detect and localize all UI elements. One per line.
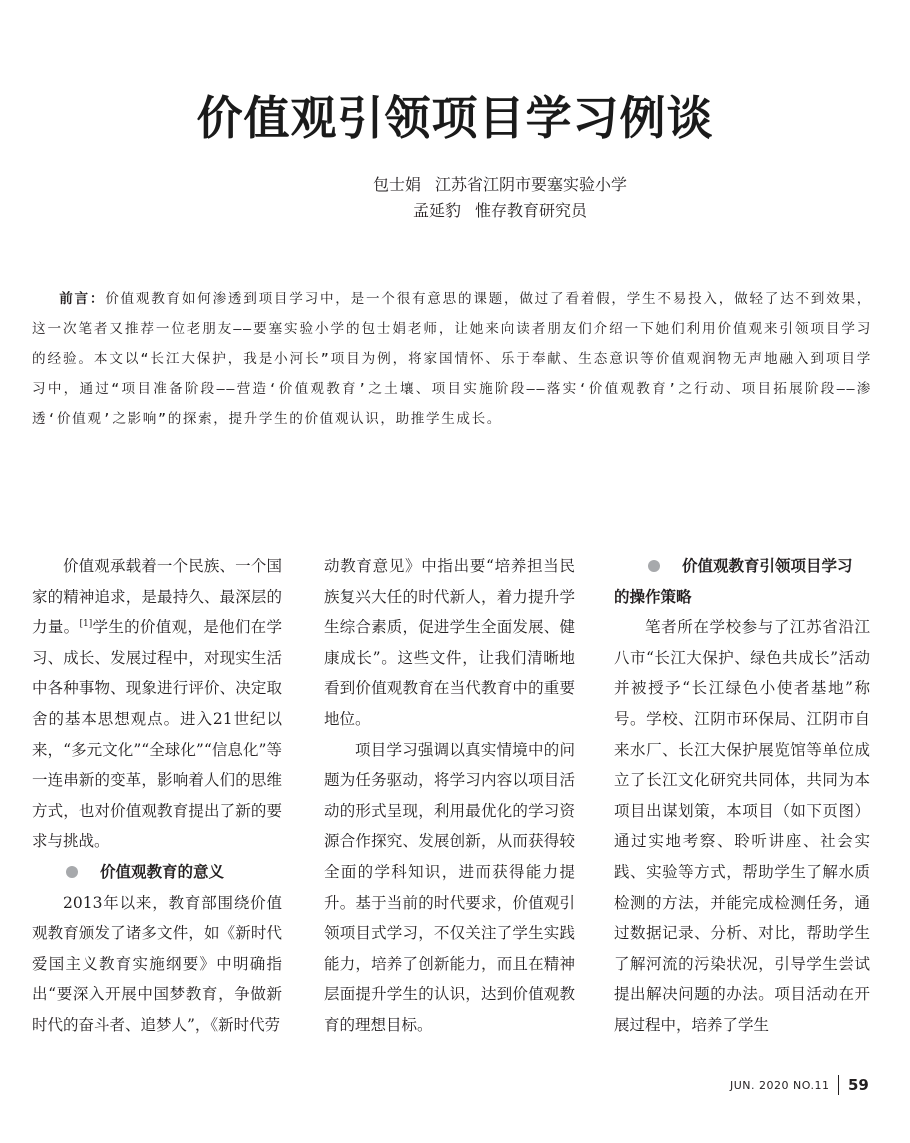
body-column-2 [324,551,575,1041]
section-heading [32,857,282,888]
author-affiliation: 江苏省江阴市要塞实验小学 [435,175,628,194]
page-footer [700,1075,880,1097]
author-block [0,172,910,224]
paragraph-text: 价值观承载着一个民族、一个国家的精神追求，是最持久、最深层的力量。 [32,557,282,637]
heading-text: 价值观教育的意义 [100,862,225,881]
body-column-1 [32,551,282,1041]
body-paragraph: 2013年以来，教育部围绕价值观教育颁发了诸多文件，如《新时代爱国主义教育实施纲要》中明确指出“要深入开展中国梦教育，争做新时代的奋斗者、追梦人”，《新时代劳 [32,893,282,1034]
author-line [0,172,910,198]
body-paragraph: 笔者所在学校参与了江苏省沿江八市“长江大保护、绿色共成长”活动并被授予“长江绿色小使者基地”称号。学校、江阴市环保局、江阴市自来水厂、长江大保护展览馆等单位成立了长江文化研究共同体，共同为本项目出谋划策，本项目（如下页图）通过实地考察、聆听讲座、社会实践、实验等方式，帮助学生了解水质检测的方法，并能完成检测任务，通过数据记录、分析、对比，帮助学生了解河流的污染状况，引导学生尝试提出解决问题的办法。项目活动在开展过程中，培养了学生 [614,618,870,1034]
heading-bullet-icon [648,560,660,572]
section-heading [614,551,870,612]
author-line [0,198,910,224]
preface-text: 价值观教育如何渗透到项目学习中，是一个很有意思的课题，做过了看着假，学生不易投入，做轻了达不到效果，这一次笔者又推荐一位老朋友——要塞实验小学的包士娟老师，让她来向读者朋友们介绍一下她们利用价值观来引领项目学习的经验。本文以“长江大保护，我是小河长”项目为例，将家国情怀、乐于奉献、生态意识等价值观润物无声地融入到项目学习中，通过“项目准备阶段——营造‘价值观教育’之土壤、项目实施阶段——落实‘价值观教育’之行动、项目拓展阶段——渗透‘价值观’之影响”的探索，提升学生的价值观认识，助推学生成长。 [32,291,872,427]
author-name: 包士娟 [372,175,421,194]
citation-ref: [1] [79,619,93,630]
page-number: 59 [848,1076,869,1094]
body-paragraph-continued: 动教育意见》中指出要“培养担当民族复兴大任的时代新人，着力提升学生综合素质，促进学生全面发展、健康成长”。这些文件，让我们清晰地看到价值观教育在当代教育中的重要地位。 [324,557,575,728]
paragraph-text: 学生的价值观，是他们在学习、成长、发展过程中，对现实生活中各种事物、现象进行评价、决定取舍的基本思想观点。进入21世纪以来，“多元文化”“全球化”“信息化”等一连串新的变革，影响着人们的思维方式，也对价值观教育提出了新的要求与挑战。 [32,618,282,851]
author-affiliation: 惟存教育研究员 [475,201,588,220]
footer-divider [838,1075,839,1095]
heading-text: 价值观教育引领项目学习 [682,557,853,575]
heading-bullet-icon [66,866,78,878]
body-paragraph: 项目学习强调以真实情境中的问题为任务驱动，将学习内容以项目活动的形式呈现，利用最优化的学习资源合作探究、发展创新，从而获得较全面的学科知识，进而获得能力提升。基于当前的时代要求，价值观引领项目式学习，不仅关注了学生实践能力，培养了创新能力，而且在精神层面提升学生的认识，达到价值观教育的理想目标。 [324,740,575,1034]
author-name: 孟延豹 [412,201,461,220]
body-column-3 [614,551,870,1041]
body-paragraph [32,551,282,857]
issue-label: JUN. 2020 NO.11 [730,1079,830,1092]
preface [32,284,872,434]
preface-label: 前言： [59,291,106,307]
article-title: 价值观引领项目学习例谈 [196,91,714,145]
heading-text-line2: 的操作策略 [614,587,692,606]
